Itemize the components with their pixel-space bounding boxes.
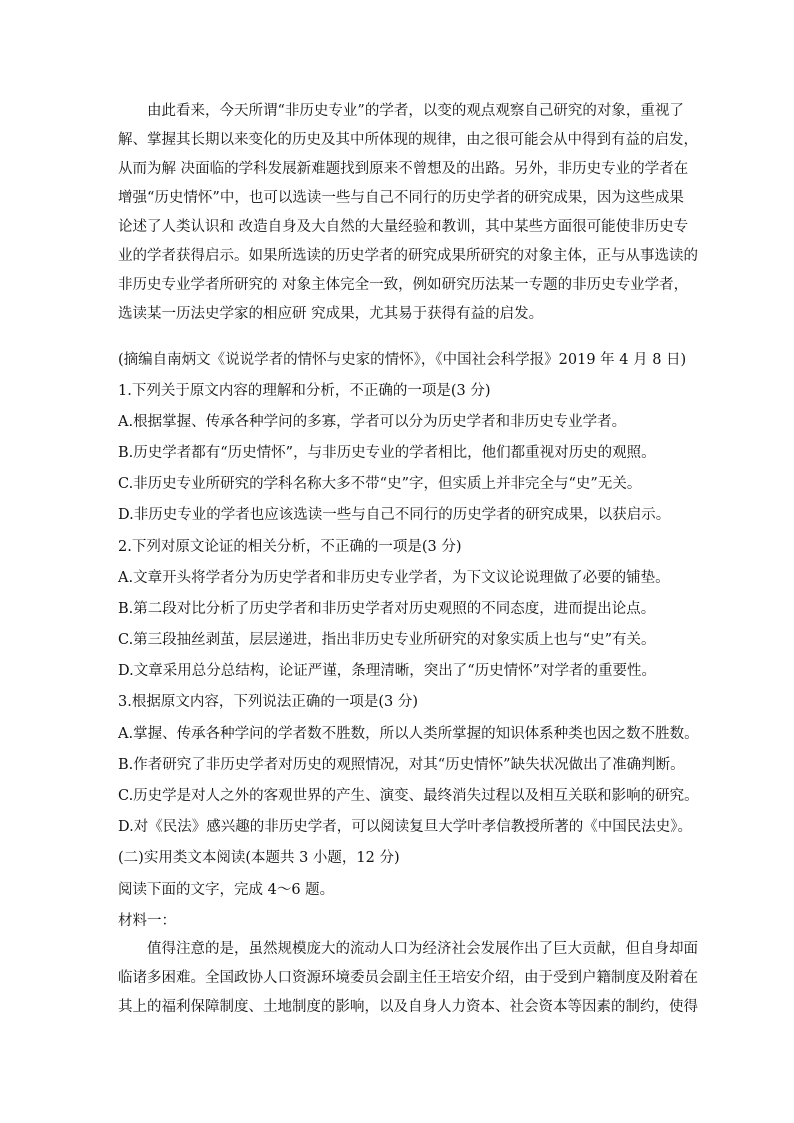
question-option: D.文章采用总分总结构，论证严谨，条理清晰，突出了“历史情怀”对学者的重要性。 bbox=[118, 663, 657, 679]
passage-line: 解、掌握其长期以来变化的历史及其中所体现的规律，由之很可能会从中得到有益的启发， bbox=[118, 132, 698, 148]
section-heading: (二)实用类文本阅读(本题共 3 小题，12 分) bbox=[118, 850, 400, 866]
question-option: B.历史学者都有“历史情怀”，与非历史专业的学者相比，他们都重视对历史的观照。 bbox=[118, 445, 656, 461]
material-label: 材料一： bbox=[118, 913, 176, 929]
section-instruction: 阅读下面的文字，完成 4～6 题。 bbox=[118, 882, 335, 898]
source-citation: (摘编自南炳文《说说学者的情怀与史家的情怀》，《中国社会科学报》2019 年 4 月 8 日) bbox=[118, 352, 687, 368]
passage-line: 从而为解 决面临的学科发展新难题找到原来不曾想及的出路。另外，非历史专业的学者在 bbox=[118, 161, 689, 177]
passage-line: 业的学者获得启示。如果所选读的历史学者的研究成果所研究的对象主体，正与从事选读的 bbox=[118, 248, 698, 264]
question-option: C.历史学是对人之外的客观世界的产生、演变、最终消失过程以及相互关联和影响的研究。 bbox=[118, 788, 699, 804]
question-option: B.作者研究了非历史学者对历史的观照情况，对其“历史情怀”缺失状况做出了准确判断。 bbox=[118, 757, 685, 773]
material-line: 临诸多困难。全国政协人口资源环境委员会副主任王培安介绍，由于受到户籍制度及附着在 bbox=[118, 970, 698, 986]
passage-line: 选读某一历法史学家的相应研 究成果，尤其易于获得有益的启发。 bbox=[118, 306, 544, 322]
material-line: 其上的福利保障制度、土地制度的影响，以及自身人力资本、社会资本等因素的制约，使得 bbox=[118, 999, 698, 1015]
question-option: D.对《民法》感兴趣的非历史学者，可以阅读复旦大学叶孝信教授所著的《中国民法史》。 bbox=[118, 819, 692, 835]
passage-line: 增强“历史情怀”中，也可以选读一些与自己不同行的历史学者的研究成果，因为这些成果 bbox=[118, 190, 684, 206]
question-stem: 3.根据原文内容，下列说法正确的一项是(3 分) bbox=[118, 694, 418, 710]
passage-line: 论述了人类认识和 改造自身及大自然的大量经验和教训，其中某些方面很可能使非历史专 bbox=[118, 219, 689, 235]
passage-line: 非历史专业学者所研究的 对象主体完全一致，例如研究历法某一专题的非历史专业学者， bbox=[118, 277, 689, 293]
question-stem: 2.下列对原文论证的相关分析，不正确的一项是(3 分) bbox=[118, 539, 462, 555]
question-option: C.非历史专业所研究的学科名称大多不带“史”字，但实质上并非完全与“史”无关。 bbox=[118, 476, 642, 492]
material-line: 值得注意的是，虽然规模庞大的流动人口为经济社会发展作出了巨大贡献，但自身却面 bbox=[147, 941, 698, 957]
material-paragraph bbox=[118, 935, 698, 1022]
question-stem: 1.下列关于原文内容的理解和分析，不正确的一项是(3 分) bbox=[118, 383, 491, 399]
question-option: D.非历史专业的学者也应该选读一些与自己不同行的历史学者的研究成果，以获启示。 bbox=[118, 507, 671, 523]
question-option: B.第二段对比分析了历史学者和非历史学者对历史观照的不同态度，进而提出论点。 bbox=[118, 601, 656, 617]
question-option: A.根据掌握、传承各种学问的多寡，学者可以分为历史学者和非历史专业学者。 bbox=[118, 414, 627, 430]
question-option: A.文章开头将学者分为历史学者和非历史专业学者，为下文议论说理做了必要的铺垫。 bbox=[118, 570, 670, 586]
passage-line: 由此看来，今天所谓“非历史专业”的学者，以变的观点观察自己研究的对象，重视了 bbox=[147, 103, 684, 119]
passage-paragraph bbox=[118, 97, 698, 329]
question-option: C.第三段抽丝剥茧，层层递进，指出非历史专业所研究的对象实质上也与“史”有关。 bbox=[118, 632, 656, 648]
question-option: A.掌握、传承各种学问的学者数不胜数，所以人类所掌握的知识体系种类也因之数不胜数。 bbox=[118, 726, 699, 742]
